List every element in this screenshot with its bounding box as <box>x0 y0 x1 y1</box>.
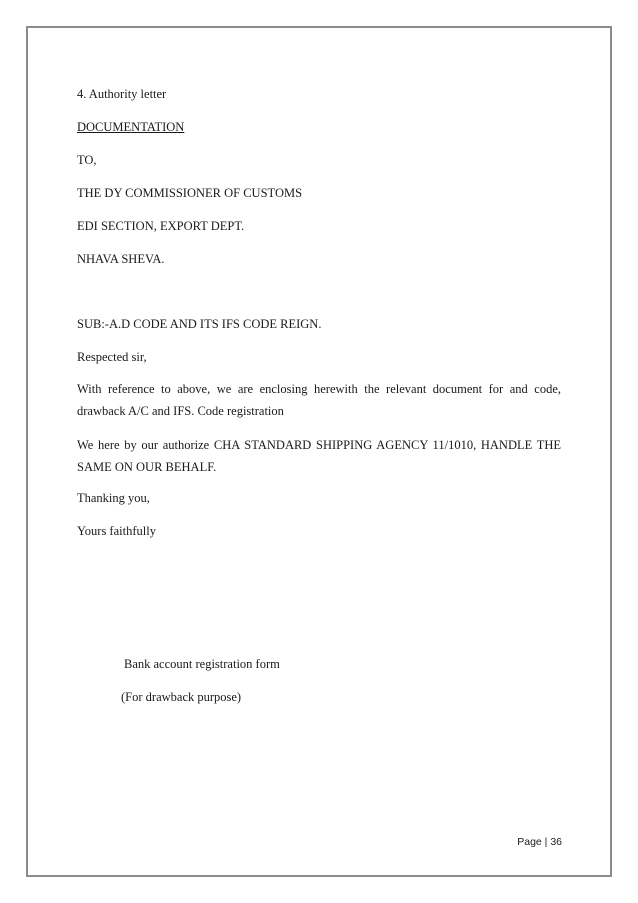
addressee-line-3: NHAVA SHEVA. <box>77 252 165 266</box>
salutation: Respected sir, <box>77 350 147 364</box>
bank-form-subtitle: (For drawback purpose) <box>121 690 242 704</box>
addressee-line-1: THE DY COMMISSIONER OF CUSTOMS <box>77 186 303 200</box>
closing-signoff: Yours faithfully <box>77 524 156 538</box>
section-heading: 4. Authority letter <box>77 87 167 101</box>
documentation-title: DOCUMENTATION <box>77 120 185 134</box>
body-paragraph-1: With reference to above, we are enclosing herewith the relevant document for and code, drawback A/C and IFS. Code registration <box>77 382 561 418</box>
addressee-line-2: EDI SECTION, EXPORT DEPT. <box>77 219 245 233</box>
body-paragraph-2: We here by our authorize CHA STANDARD SHIPPING AGENCY 11/1010, HANDLE THE SAME ON OUR BEHALF. <box>77 438 561 474</box>
addressee-to: TO, <box>77 153 97 167</box>
closing-thanks: Thanking you, <box>77 491 150 505</box>
page-number: Page | 36 <box>517 836 562 848</box>
subject-line: SUB:-A.D CODE AND ITS IFS CODE REIGN. <box>77 317 322 331</box>
bank-form-title: Bank account registration form <box>124 657 280 671</box>
